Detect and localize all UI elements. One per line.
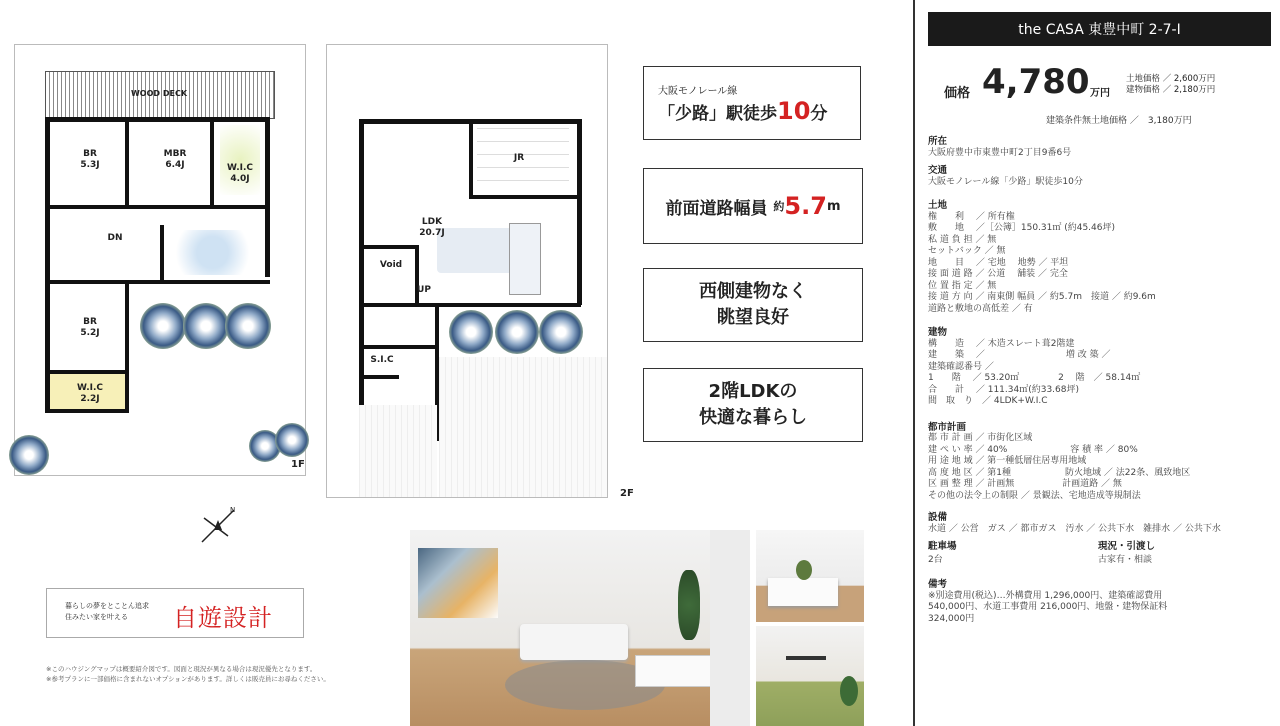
japanese-room-photo xyxy=(756,626,864,726)
land-row: 敷 地 ／［公簿］150.31㎡ (約45.46坪) xyxy=(928,223,1116,233)
status-heading: 現況・引渡し xyxy=(1098,541,1156,552)
callout-road: 前面道路幅員 約 5.7 m xyxy=(643,168,863,244)
room-br-1: BR 5.3J xyxy=(80,149,100,170)
parking-area xyxy=(439,357,607,497)
unconditional-price: 建築条件無土地価格 ／ 3,180万円 xyxy=(1046,116,1192,126)
divider xyxy=(913,0,915,726)
tree-icon xyxy=(495,310,539,354)
city-row: 区 画 整 理 ／ 計画無 計画道路 ／ 無 xyxy=(928,479,1122,489)
land-row: セットバック ／ 無 xyxy=(928,246,1006,256)
notes-line: ※別途費用(税込)…外構費用 1,296,000円、建築確認費用 xyxy=(928,590,1163,601)
bedroom-photo xyxy=(756,530,864,622)
building-row: 建築確認番号 ／ xyxy=(928,361,994,372)
room-ldk: LDK 20.7J xyxy=(419,217,445,238)
label-up: UP xyxy=(417,285,431,295)
room-sic: S.I.C xyxy=(370,355,394,365)
transport: 大阪モノレール線「少路」駅徒歩10分 xyxy=(928,176,1083,187)
tree-icon xyxy=(275,423,309,457)
brand-box xyxy=(46,588,304,638)
city-row: その他の法令上の制限 ／ 景観法、宅地造成等規制法 xyxy=(928,490,1141,501)
floorplan-2f xyxy=(326,44,608,498)
room-jr: JR xyxy=(513,153,525,163)
brand-logo: 自遊設計 xyxy=(173,604,273,632)
building-row: 間 取 り ／ 4LDK+W.I.C xyxy=(928,396,1048,406)
compass-icon xyxy=(196,504,240,548)
land-row: 位 置 指 定 ／ 無 xyxy=(928,280,997,291)
land-row: 道路と敷地の高低差 ／ 有 xyxy=(928,303,1033,314)
tree-icon xyxy=(140,303,186,349)
room-mbr: MBR 6.4J xyxy=(163,149,187,170)
wood-deck-label: WOOD DECK xyxy=(130,89,188,98)
living-room-photo xyxy=(410,530,750,726)
price-value: 4,780 xyxy=(982,62,1090,102)
label-dn: DN xyxy=(107,233,123,243)
land-row: 私 道 負 担 ／ 無 xyxy=(928,234,997,245)
price-unit: 万円 xyxy=(1090,88,1110,99)
equipment: 水道 ／ 公営 ガス ／ 都市ガス 汚水 ／ 公共下水 雑排水 ／ 公共下水 xyxy=(928,523,1221,534)
svg-text:N: N xyxy=(230,506,236,514)
room-wic-1: W.I.C 4.0J xyxy=(227,163,253,184)
floor-label-2f: 2F xyxy=(620,488,634,499)
callout-station: 大阪モノレール線 「少路」駅徒歩10分 xyxy=(643,66,861,140)
building-heading: 建物 xyxy=(928,327,948,338)
footnotes: ※このハウジングマップは概要紹介図です。図面と現況が異なる場合は現況優先となります。 ※参考プランに一部価格に含まれないオプションがあります。詳しくは販売員にお尋ねください。 xyxy=(46,665,330,683)
floor-label-1f: 1F xyxy=(291,459,305,470)
brand-tagline-1: 暮らしの夢をとことん追求 xyxy=(65,602,149,610)
city-row: 用 途 地 域 ／ 第一種低層住居専用地域 xyxy=(928,456,1087,466)
tree-icon xyxy=(9,435,49,475)
land-row: 地 目 ／ 宅地 地勢 ／ 平坦 xyxy=(928,257,1069,268)
property-title-bar xyxy=(928,12,1271,46)
parking-heading: 駐車場 xyxy=(928,541,957,552)
label-void: Void xyxy=(379,260,403,270)
location-heading: 所在 xyxy=(928,136,948,147)
city-row: 都 市 計 画 ／ 市街化区域 xyxy=(928,433,1033,443)
room-br-2: BR 5.2J xyxy=(80,317,100,338)
room-wic-2: W.I.C 2.2J xyxy=(77,383,103,404)
tree-icon xyxy=(183,303,229,349)
land-heading: 土地 xyxy=(928,200,948,211)
equipment-heading: 設備 xyxy=(928,512,948,523)
tree-icon xyxy=(225,303,271,349)
status: 古家有・相談 xyxy=(1098,555,1153,565)
tree-icon xyxy=(449,310,493,354)
land-row: 権 利 ／ 所有権 xyxy=(928,211,1015,222)
land-row: 接 面 道 路 ／ 公道 舗装 ／ 完全 xyxy=(928,269,1068,279)
transport-heading: 交通 xyxy=(928,165,948,176)
location: 大阪府豊中市東豊中町2丁目9番6号 xyxy=(928,147,1072,158)
notes-line: 540,000円、水道工事費用 216,000円、地盤・建物保証料 xyxy=(928,602,1168,612)
city-row: 建 ぺ い 率 ／ 40% 容 積 率 ／ 80% xyxy=(928,444,1138,455)
callout-view: 西側建物なく 眺望良好 xyxy=(643,268,863,342)
price-block xyxy=(944,62,1264,106)
notes-heading: 備考 xyxy=(928,579,948,590)
building-row: 1 階 ／ 53.20㎡ 2 階 ／ 58.14㎡ xyxy=(928,373,1141,383)
building-price: 建物価格 ／ 2,180万円 xyxy=(1126,85,1216,95)
brand-tagline-2: 住みたい家を叶える xyxy=(65,613,128,621)
tree-icon xyxy=(539,310,583,354)
parking: 2台 xyxy=(928,555,943,565)
land-price: 土地価格 ／ 2,600万円 xyxy=(1126,74,1216,84)
notes-line: 324,000円 xyxy=(928,613,975,624)
land-row: 接 道 方 向 ／ 南東側 幅員 ／ 約5.7m 接道 ／ 約9.6m xyxy=(928,292,1156,302)
property-title: the CASA 東豊中町 2-7-Ⅰ xyxy=(1018,22,1181,38)
city-heading: 都市計画 xyxy=(928,421,967,433)
price-label: 価格 xyxy=(944,86,971,101)
floorplan-1f xyxy=(14,44,306,476)
callout-ldk: 2階LDKの 快適な暮らし xyxy=(643,368,863,442)
building-row: 構 造 ／ 木造スレート葺2階建 xyxy=(928,338,1075,349)
building-row: 合 計 ／ 111.34㎡(約33.68坪) xyxy=(928,384,1080,395)
details xyxy=(928,130,1273,625)
city-row: 高 度 地 区 ／ 第1種 防火地域 ／ 法22条、風致地区 xyxy=(928,467,1191,478)
building-row: 建 築 ／ 増 改 築 ／ xyxy=(928,350,1111,360)
